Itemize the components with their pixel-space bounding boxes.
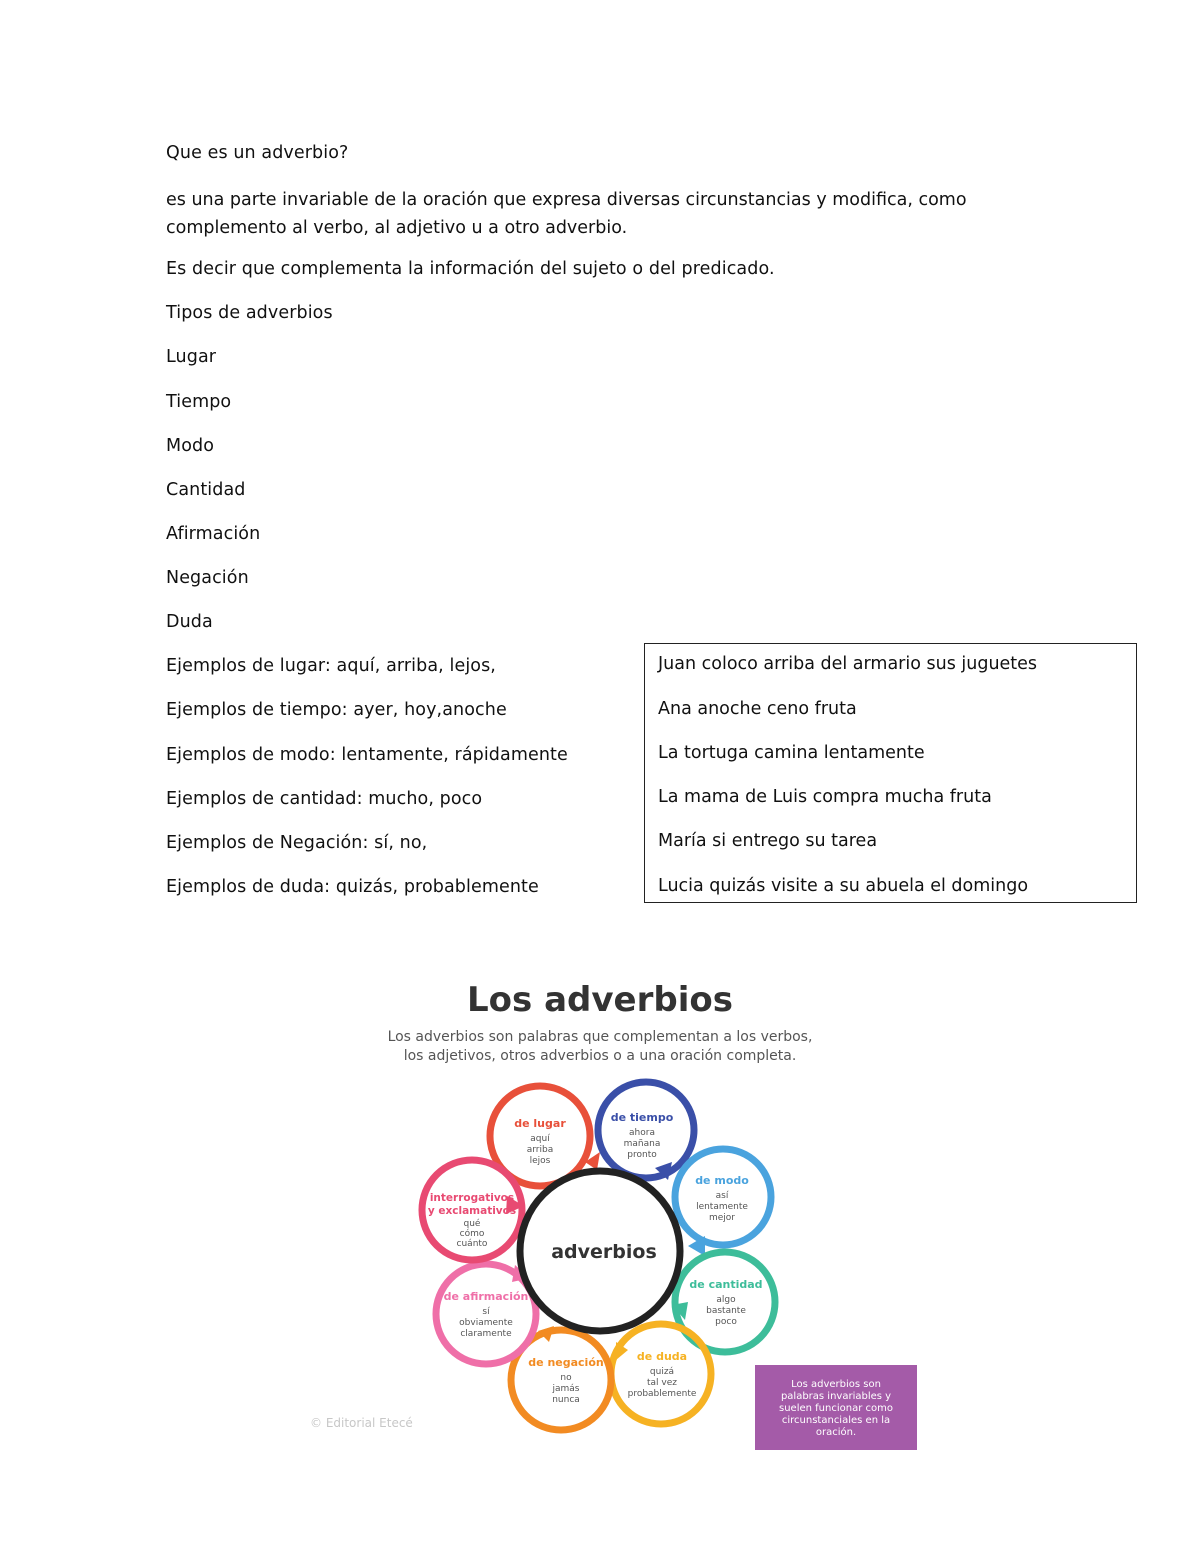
petal-de-modo <box>675 1149 771 1256</box>
example-line: Ejemplos de Negación: sí, no, <box>166 833 428 853</box>
petal-word: no <box>560 1373 572 1383</box>
example-line: Ejemplos de cantidad: mucho, poco <box>166 789 483 809</box>
types-heading: Tipos de adverbios <box>166 303 333 323</box>
petal-word: claramente <box>460 1329 512 1339</box>
infographic-title: Los adverbios <box>467 980 733 1020</box>
definition-paragraph: es una parte invariable de la oración que expresa diversas circunstancias y modifica, como complemento al verbo, al adjetivo u a otro adverbio. <box>166 190 967 238</box>
petal-word: pronto <box>627 1150 657 1160</box>
example-line: Ejemplos de duda: quizás, probablemente <box>166 877 539 897</box>
center-circle <box>520 1171 680 1331</box>
petal-de-afirmacion <box>436 1264 536 1364</box>
example-line: Ejemplos de modo: lentamente, rápidamente <box>166 745 568 765</box>
type-item: Negación <box>166 568 249 588</box>
petal-word: así <box>715 1191 729 1201</box>
petal-word: jamás <box>552 1384 580 1394</box>
petal-title: interrogativos <box>429 1192 515 1204</box>
sentence-line: Lucia quizás visite a su abuela el domingo <box>658 876 1029 896</box>
petal-word: bastante <box>706 1306 746 1316</box>
question-heading: Que es un adverbio? <box>166 143 349 163</box>
petal-word: mañana <box>623 1139 661 1149</box>
petal-interrogativos <box>422 1160 524 1260</box>
petal-word: cómo <box>459 1229 485 1239</box>
sentence-line: María si entrego su tarea <box>658 831 878 851</box>
petal-word: arriba <box>526 1145 554 1155</box>
petal-word: lejos <box>529 1156 551 1166</box>
example-line: Ejemplos de tiempo: ayer, hoy,anoche <box>166 700 507 720</box>
petal-word: mejor <box>708 1213 736 1223</box>
note-box: Los adverbios son palabras invariables y suelen funcionar como circunstanciales en la oración. <box>755 1365 917 1450</box>
subtitle-line: Los adverbios son palabras que complementan a los verbos, <box>387 1029 813 1045</box>
petal-word: tal vez <box>647 1378 677 1388</box>
example-sentences-box <box>644 643 1137 903</box>
petal-title: y exclamativos <box>427 1205 517 1217</box>
sentence-line: Ana anoche ceno fruta <box>658 699 857 719</box>
sentence-line: La mama de Luis compra mucha fruta <box>658 787 992 807</box>
petal-word: algo <box>716 1295 736 1305</box>
petal-de-tiempo <box>598 1082 694 1180</box>
subtitle-line: los adjetivos, otros adverbios o a una oración completa. <box>403 1048 797 1064</box>
petal-title: de duda <box>636 1350 688 1363</box>
petal-word: obviamente <box>459 1318 513 1328</box>
petal-title: de afirmación <box>443 1290 529 1303</box>
petal-word: quizá <box>649 1367 675 1377</box>
petal-title: de cantidad <box>689 1278 763 1291</box>
adverbs-infographic <box>300 970 940 1460</box>
petal-word: qué <box>463 1219 481 1229</box>
example-line: Ejemplos de lugar: aquí, arriba, lejos, <box>166 656 496 676</box>
petal-word: nunca <box>552 1395 580 1405</box>
petal-word: probablemente <box>627 1389 697 1399</box>
petal-de-duda <box>611 1324 711 1424</box>
type-item: Modo <box>166 436 215 456</box>
type-item: Tiempo <box>166 392 232 412</box>
petal-title: de lugar <box>514 1117 566 1130</box>
credit-text: © Editorial Etecé <box>310 1416 413 1430</box>
petal-title: de negación <box>528 1356 604 1369</box>
petal-word: ahora <box>629 1128 655 1138</box>
petal-word: lentamente <box>696 1202 748 1212</box>
petal-word: poco <box>715 1317 737 1327</box>
petal-word: aquí <box>530 1134 550 1144</box>
type-item: Cantidad <box>166 480 246 500</box>
petal-word: cuánto <box>456 1239 488 1249</box>
type-item: Lugar <box>166 347 217 367</box>
petal-title: de modo <box>695 1174 749 1187</box>
sentence-line: La tortuga camina lentamente <box>658 743 925 763</box>
sentence-line: Juan coloco arriba del armario sus juguetes <box>658 654 1038 674</box>
type-item: Duda <box>166 612 213 632</box>
clarification-paragraph: Es decir que complementa la información del sujeto o del predicado. <box>166 259 775 279</box>
petal-de-cantidad <box>672 1252 775 1352</box>
center-label: adverbios <box>551 1241 657 1263</box>
petal-word: sí <box>482 1307 490 1317</box>
petal-title: de tiempo <box>610 1111 674 1124</box>
type-item: Afirmación <box>166 524 261 544</box>
